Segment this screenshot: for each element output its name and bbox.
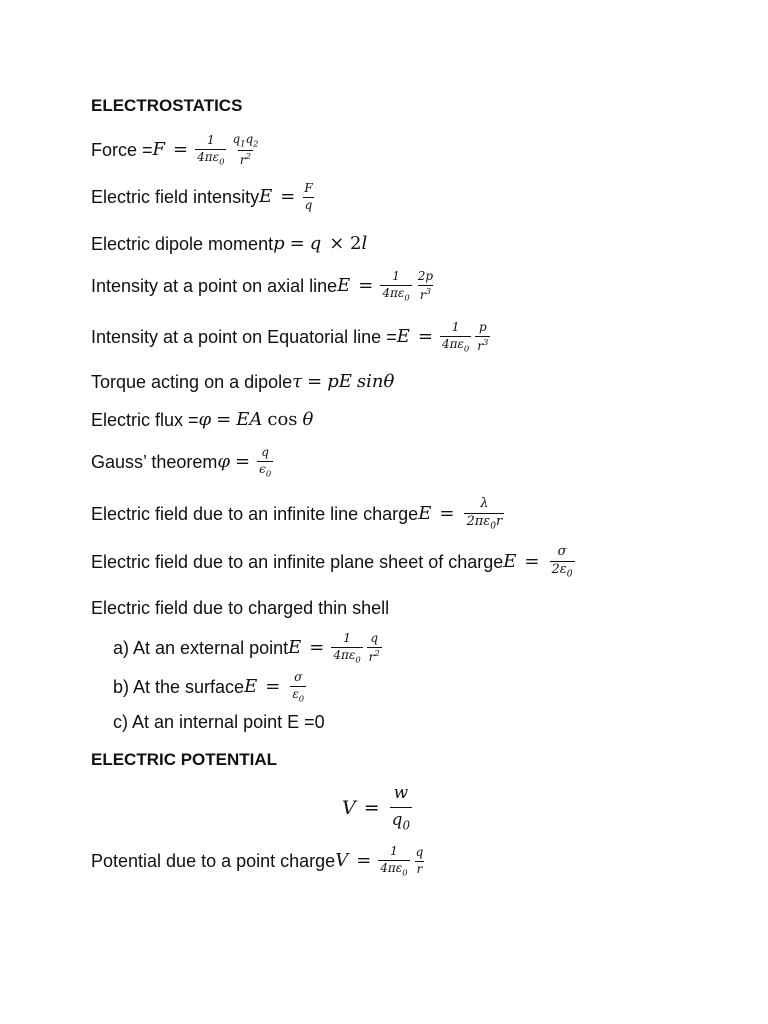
fraction: $\frac{\sigma}{2\varepsilon_0}$ <box>551 544 573 580</box>
formula-line-thin-shell <box>91 599 389 617</box>
formula-line-field-intensity <box>91 182 317 213</box>
fraction: $\frac{q_1q_2}{r^2}$ <box>232 132 259 168</box>
formula-math: E = <box>396 326 433 348</box>
formula-label: Electric dipole moment <box>91 234 274 254</box>
list-item-surface <box>113 671 308 704</box>
fraction: $\frac{q}{r^2}$ <box>368 631 380 664</box>
formula-math: φ = <box>217 451 251 473</box>
formula-math: p = q × 2l <box>273 233 368 254</box>
formula-math: V = <box>335 850 372 872</box>
formula-line-dipole-moment <box>91 235 367 253</box>
formula-line-plane-sheet <box>91 545 577 580</box>
heading-text: ELECTROSTATICS <box>91 96 243 115</box>
formula-label: Potential due to a point charge <box>91 851 336 872</box>
fraction: $\frac{\lambda}{2\pi\varepsilon_0r}$ <box>466 496 503 532</box>
fraction: $\frac{2p}{r^3}$ <box>417 269 434 302</box>
list-item-external <box>113 632 384 665</box>
formula-label: Electric field due to an infinite plane sheet of charge <box>91 552 504 573</box>
formula-math: E = <box>418 503 455 525</box>
formula-label: c) At an internal point E =0 <box>113 712 325 732</box>
fraction: $\frac{1}{4\pi\varepsilon_0}$ <box>382 269 410 303</box>
fraction: $\frac{1}{4\pi\varepsilon_0}$ <box>197 133 225 167</box>
formula-line-axial <box>91 270 437 303</box>
formula-math: φ = EA cos θ <box>198 409 314 430</box>
formula-math: V = <box>342 796 380 819</box>
formula-line-torque <box>91 373 394 391</box>
formula-line-gauss <box>91 446 275 479</box>
fraction: $\frac{1}{4\pi\varepsilon_0}$ <box>333 631 361 665</box>
fraction: $\frac{p}{r^3}$ <box>477 320 489 353</box>
formula-line-equatorial <box>91 321 492 354</box>
formula-math: E = <box>288 637 325 659</box>
fraction: $\frac{q}{\epsilon_0}$ <box>259 445 272 479</box>
formula-label: Electric field due to an infinite line charge <box>91 504 419 525</box>
formula-math: E = <box>244 676 281 698</box>
fraction: $\frac{1}{4\pi\varepsilon_0}$ <box>441 320 470 354</box>
formula-math: E = <box>337 275 374 297</box>
formula-label: a) At an external point <box>113 638 289 659</box>
formula-display-potential <box>342 784 414 833</box>
formula-label: Intensity at a point on Equatorial line = <box>91 327 397 348</box>
formula-label: Torque acting on a dipole <box>91 372 293 392</box>
formula-line-line-charge <box>91 497 506 532</box>
fraction: $\frac{\sigma}{\varepsilon_0}$ <box>292 670 305 704</box>
formula-line-flux <box>91 411 313 429</box>
formula-label: Force = <box>91 140 153 161</box>
fraction: $\frac{1}{4\pi\varepsilon_0}$ <box>380 844 408 878</box>
formula-label: b) At the surface <box>113 677 245 698</box>
formula-math: F = <box>152 139 189 161</box>
heading-text: ELECTRIC POTENTIAL <box>91 750 278 769</box>
formula-label: Electric flux = <box>91 410 199 430</box>
formula-label: Electric field due to charged thin shell <box>91 598 390 618</box>
formula-line-point-charge <box>91 845 427 878</box>
section-heading-electrostatics <box>91 97 242 114</box>
formula-label: Electric field intensity <box>91 187 260 208</box>
formula-math: τ = pE sinθ <box>292 371 395 392</box>
formula-label: Gauss’ theorem <box>91 452 218 473</box>
fraction: $\frac{w}{q_0}$ <box>391 783 411 832</box>
section-heading-potential <box>91 751 277 768</box>
formula-line-force <box>91 133 263 168</box>
formula-math: E = <box>259 186 296 208</box>
fraction: $\frac{q}{r}$ <box>415 845 424 876</box>
formula-math: E = <box>503 551 540 573</box>
fraction: $\frac{F}{q}$ <box>304 181 313 212</box>
list-item-internal <box>113 713 325 731</box>
formula-label: Intensity at a point on axial line <box>91 276 338 297</box>
